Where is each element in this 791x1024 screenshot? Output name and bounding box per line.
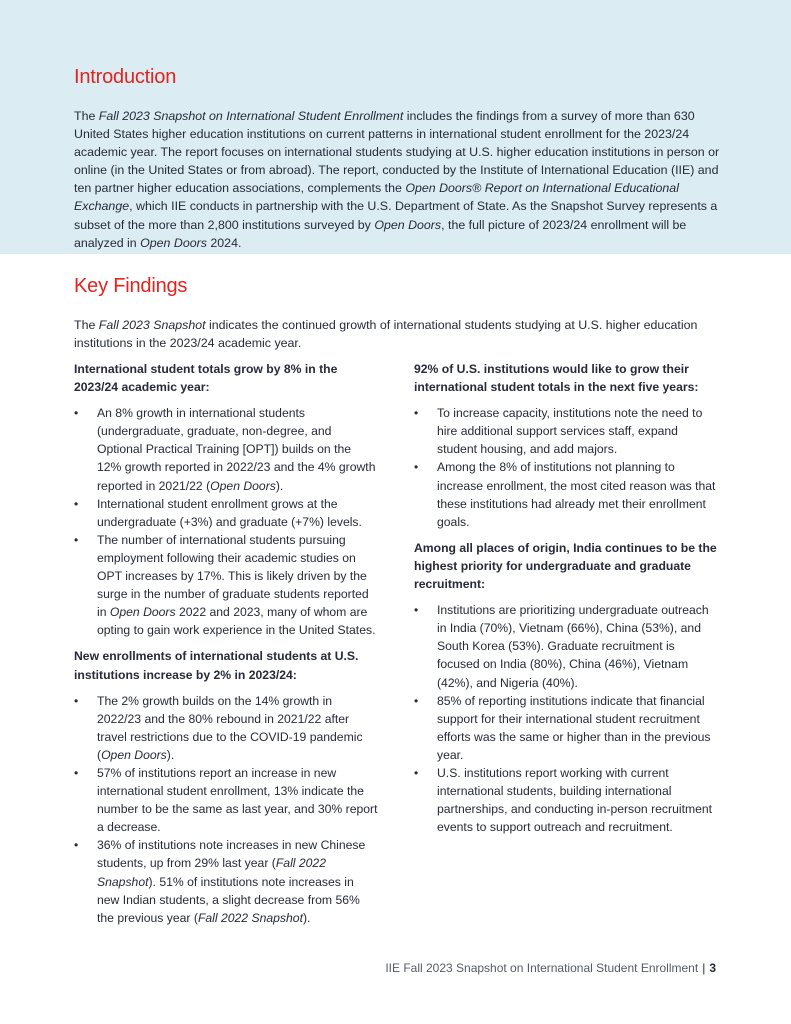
- bullet-icon: •: [414, 693, 419, 708]
- bullet-icon: •: [74, 838, 79, 853]
- bullet-icon: •: [74, 406, 79, 421]
- list-item: • The number of international students pursuing employment following their academic studies on OPT increases by 17%. This is likely driven by the surge in the number of graduate students reported in Open Doors 2022 and 2023, many of whom are opting to gain work experience in the United States.: [74, 532, 376, 638]
- section-title: 92% of U.S. institutions would like to grow their international student totals in the next five years:: [414, 362, 699, 395]
- key-findings-intro: The Fall 2023 Snapshot indicates the continued growth of international students studying at U.S. higher education institutions in the 2023/24 academic year.: [74, 318, 698, 351]
- page-number: 3: [709, 961, 716, 975]
- section-title: Among all places of origin, India continues to be the highest priority for undergraduate and graduate recruitment:: [414, 540, 717, 592]
- section-title: New enrollments of international students at U.S. institutions increase by 2% in 2023/24:: [74, 649, 359, 682]
- intro-heading: Introduction: [74, 66, 177, 88]
- bullet-icon: •: [414, 460, 419, 475]
- bullet-list: [74, 404, 378, 639]
- footer-separator: |: [702, 961, 706, 975]
- right-column: [414, 360, 718, 844]
- footer-title: IIE Fall 2023 Snapshot on International Student Enrollment: [385, 961, 699, 975]
- list-item: • An 8% growth in international students (undergraduate, graduate, non-degree, and Optional Practical Training [OPT]) builds on the 12% growth reported in 2022/23 and the 4% growth reported in 2021/22 (Open Doors).: [74, 406, 376, 493]
- list-item: • 36% of institutions note increases in new Chinese students, up from 29% last year (Fall 2022 Snapshot). 51% of institutions note increases in new Indian students, a slight decrease from 56% the previous year (Fall 2022 Snapshot).: [74, 838, 366, 925]
- key-findings-heading: Key Findings: [74, 275, 188, 297]
- bullet-list: [414, 601, 718, 836]
- bullet-icon: •: [414, 765, 419, 780]
- bullet-icon: •: [414, 406, 419, 421]
- bullet-list: [74, 692, 378, 927]
- intro-paragraph: The Fall 2023 Snapshot on International Student Enrollment includes the findings from a survey of more than 630 United States higher education institutions on current patterns in international student enrollment for the 2023/24 academic year. The report focuses on international students studying at U.S. higher education institutions in person or online (in the United States or from abroad). The report, conducted by the Institute of International Education (IIE) and ten partner higher education associations, complements the Open Doors® Report on International Educational Exchange, which IIE conducts in partnership with the U.S. Department of State. As the Snapshot Survey represents a subset of the more than 2,800 institutions surveyed by Open Doors, the full picture of 2023/24 enrollment will be analyzed in Open Doors 2024.: [74, 109, 720, 250]
- list-item: • U.S. institutions report working with current international students, building international partnerships, and conducting in-person recruitment events to support outreach and recruitment.: [414, 765, 713, 835]
- bullet-icon: •: [414, 603, 419, 618]
- bullet-icon: •: [74, 693, 79, 708]
- list-item: • International student enrollment grows at the undergraduate (+3%) and graduate (+7%) levels.: [74, 496, 362, 529]
- bullet-icon: •: [74, 496, 79, 511]
- list-item: • Among the 8% of institutions not planning to increase enrollment, the most cited reason was that these institutions had already met their enrollment goals.: [414, 460, 716, 529]
- left-column: [74, 360, 378, 935]
- list-item: • To increase capacity, institutions note the need to hire additional support services staff, expand student housing, and add majors.: [414, 406, 703, 457]
- list-item: • Institutions are prioritizing undergraduate outreach in India (70%), Vietnam (66%), China (53%), and South Korea (53%). Graduate recruitment is focused on India (80%), China (46%), Vietnam (42%), and Nigeria (40%).: [414, 603, 709, 690]
- bullet-list: [414, 404, 718, 531]
- bullet-icon: •: [74, 765, 79, 780]
- page-footer: [385, 961, 716, 975]
- list-item: • The 2% growth builds on the 14% growth in 2022/23 and the 80% rebound in 2021/22 after travel restrictions due to the COVID-19 pandemic (Open Doors).: [74, 693, 363, 762]
- list-item: • 85% of reporting institutions indicate that financial support for their international student recruitment efforts was the same or higher than in the previous year.: [414, 693, 711, 762]
- list-item: • 57% of institutions report an increase in new international student enrollment, 13% indicate the number to be the same as last year, and 30% report a decrease.: [74, 765, 378, 835]
- section-title: International student totals grow by 8% in the 2023/24 academic year:: [74, 362, 338, 395]
- bullet-icon: •: [74, 532, 79, 547]
